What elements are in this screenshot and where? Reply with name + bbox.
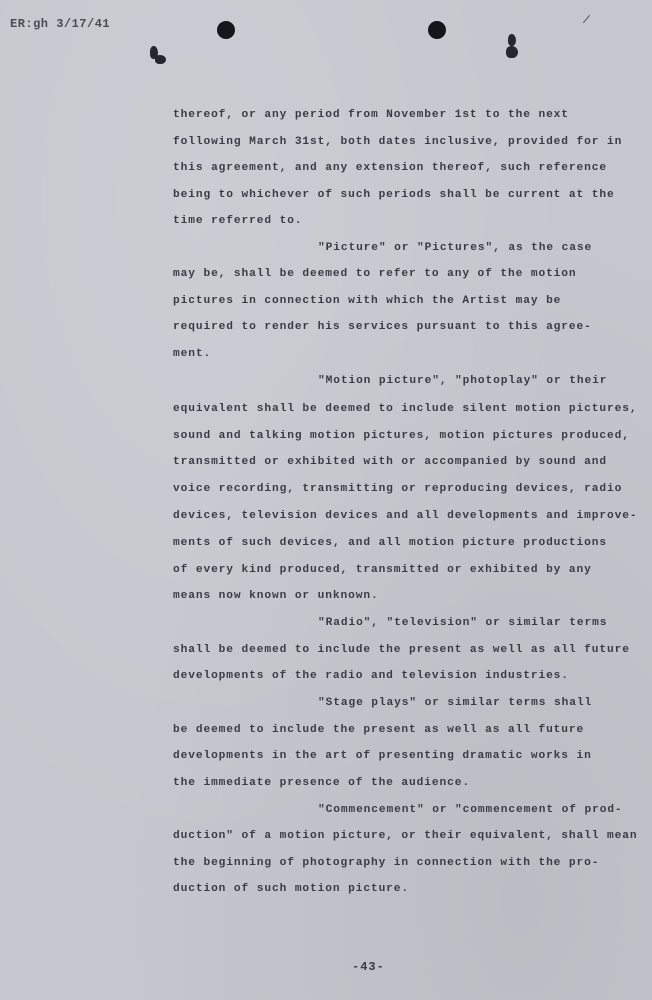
text-line: "Motion picture", "photoplay" or their	[318, 375, 608, 387]
text-line: following March 31st, both dates inclusive, provided for in	[173, 136, 623, 148]
text-line: duction" of a motion picture, or their equivalent, shall mean	[173, 830, 638, 842]
text-line: developments in the art of presenting dramatic works in	[173, 750, 592, 762]
text-line: duction of such motion picture.	[173, 883, 410, 895]
text-line: this agreement, and any extension thereof, such reference	[173, 162, 607, 174]
text-line: "Picture" or "Pictures", as the case	[318, 242, 593, 254]
punch-hole-right	[428, 21, 446, 39]
text-line: of every kind produced, transmitted or exhibited by any	[173, 564, 592, 576]
text-line: ments of such devices, and all motion picture productions	[173, 537, 607, 549]
text-line: transmitted or exhibited with or accompanied by sound and	[173, 456, 607, 468]
text-line: developments of the radio and television industries.	[173, 670, 569, 682]
text-line: be deemed to include the present as well as all future	[173, 724, 585, 736]
text-line: equivalent shall be deemed to include silent motion pictures,	[173, 403, 638, 415]
text-line: "Radio", "television" or similar terms	[318, 617, 608, 629]
text-line: "Stage plays" or similar terms shall	[318, 697, 593, 709]
text-line: required to render his services pursuant to this agree-	[173, 321, 592, 333]
punch-hole-left	[217, 21, 235, 39]
text-line: voice recording, transmitting or reproducing devices, radio	[173, 483, 623, 495]
page-number: -43-	[352, 960, 385, 974]
text-line: time referred to.	[173, 215, 303, 227]
text-line: may be, shall be deemed to refer to any of the motion	[173, 268, 577, 280]
text-line: devices, television devices and all developments and improve-	[173, 510, 638, 522]
text-line: being to whichever of such periods shall be current at the	[173, 189, 615, 201]
text-line: the beginning of photography in connection with the pro-	[173, 857, 600, 869]
text-line: shall be deemed to include the present as well as all future	[173, 644, 630, 656]
text-line: sound and talking motion pictures, motion pictures produced,	[173, 430, 630, 442]
text-line: "Commencement" or "commencement of prod-	[318, 804, 623, 816]
ink-blot-left-lower	[155, 55, 166, 64]
text-line: the immediate presence of the audience.	[173, 777, 470, 789]
text-line: means now known or unknown.	[173, 590, 379, 602]
text-line: pictures in connection with which the Artist may be	[173, 295, 562, 307]
pencil-tick-mark	[583, 15, 590, 23]
ink-blot-right	[508, 34, 516, 46]
text-line: ment.	[173, 348, 212, 360]
text-line: thereof, or any period from November 1st to the next	[173, 109, 569, 121]
ink-blot-right-lower	[506, 46, 518, 58]
header-reference: ER:gh 3/17/41	[10, 17, 111, 31]
